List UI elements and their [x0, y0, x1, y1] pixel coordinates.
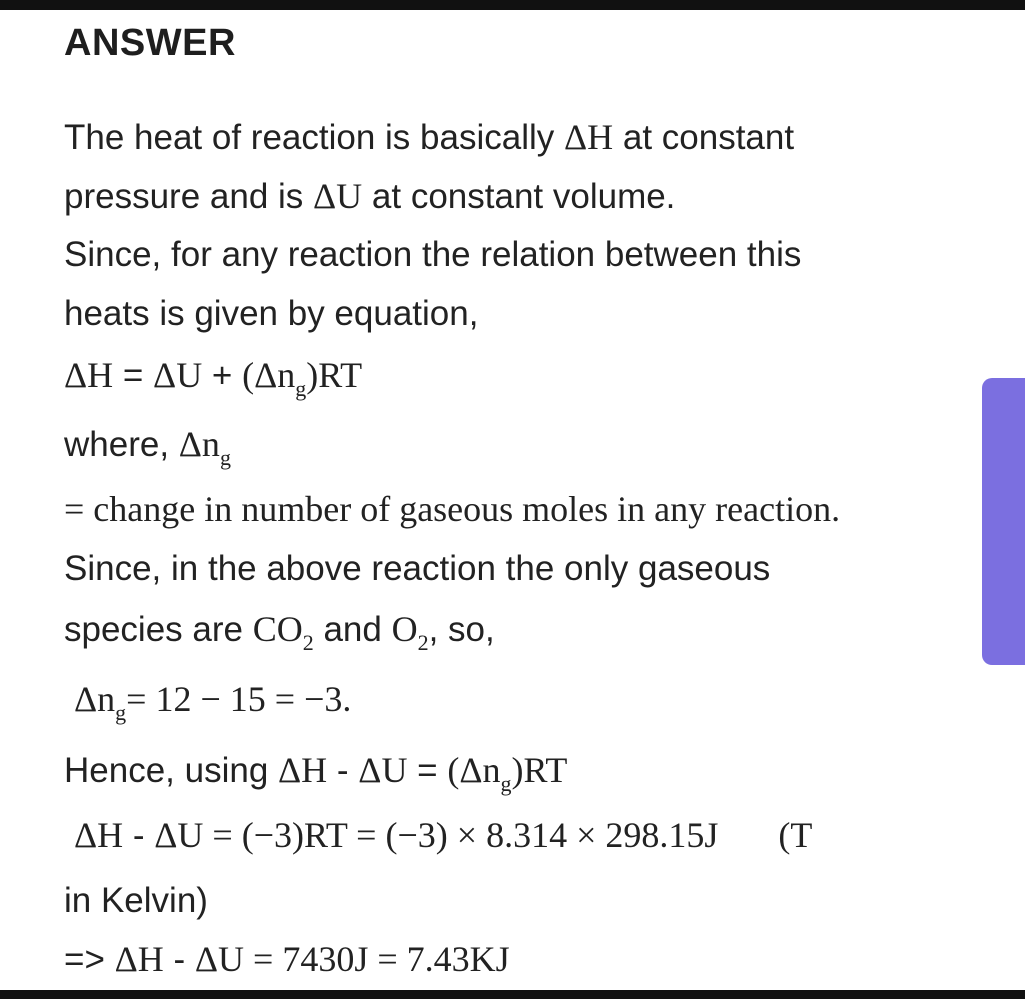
text-line-11: Hence, using $\Delta H - \Delta U = (\Delta n_g)RT$ [64, 750, 568, 796]
text-line-13: in Kelvin) [64, 881, 208, 920]
text-line-4: heats is given by equation, [64, 294, 479, 333]
text-line-14: => ΔH - ΔU = 7430J = 7.43KJ [64, 939, 510, 979]
equation-line: $\Delta H = \Delta U + (\Delta n_g)RT$ [64, 355, 363, 401]
text-line-6: where, $\Delta n_g$ [64, 424, 231, 470]
text-line-7: = change in number of gaseous moles in any reaction. [64, 489, 841, 529]
text-line-1: The heat of reaction is basically ΔH at constant [64, 117, 795, 157]
text-line-10: $\Delta n_g= 12 - 15 = -3$. [74, 679, 352, 725]
text-line-8: Since, in the above reaction the only gaseous [64, 549, 771, 588]
text-line-12: ΔH - ΔU = (−3)RT = (−3) × 8.314 × 298.15J (T [74, 815, 813, 855]
text-line-9: species are $CO_2$ and $O_2$, so, [64, 609, 495, 655]
side-panel-tab[interactable] [982, 378, 1025, 665]
answer-heading: ANSWER [64, 22, 236, 64]
text-line-3: Since, for any reaction the relation between this [64, 235, 802, 274]
top-border [0, 0, 1025, 10]
bottom-border [0, 990, 1025, 999]
text-line-2: pressure and is ΔU at constant volume. [64, 176, 676, 216]
